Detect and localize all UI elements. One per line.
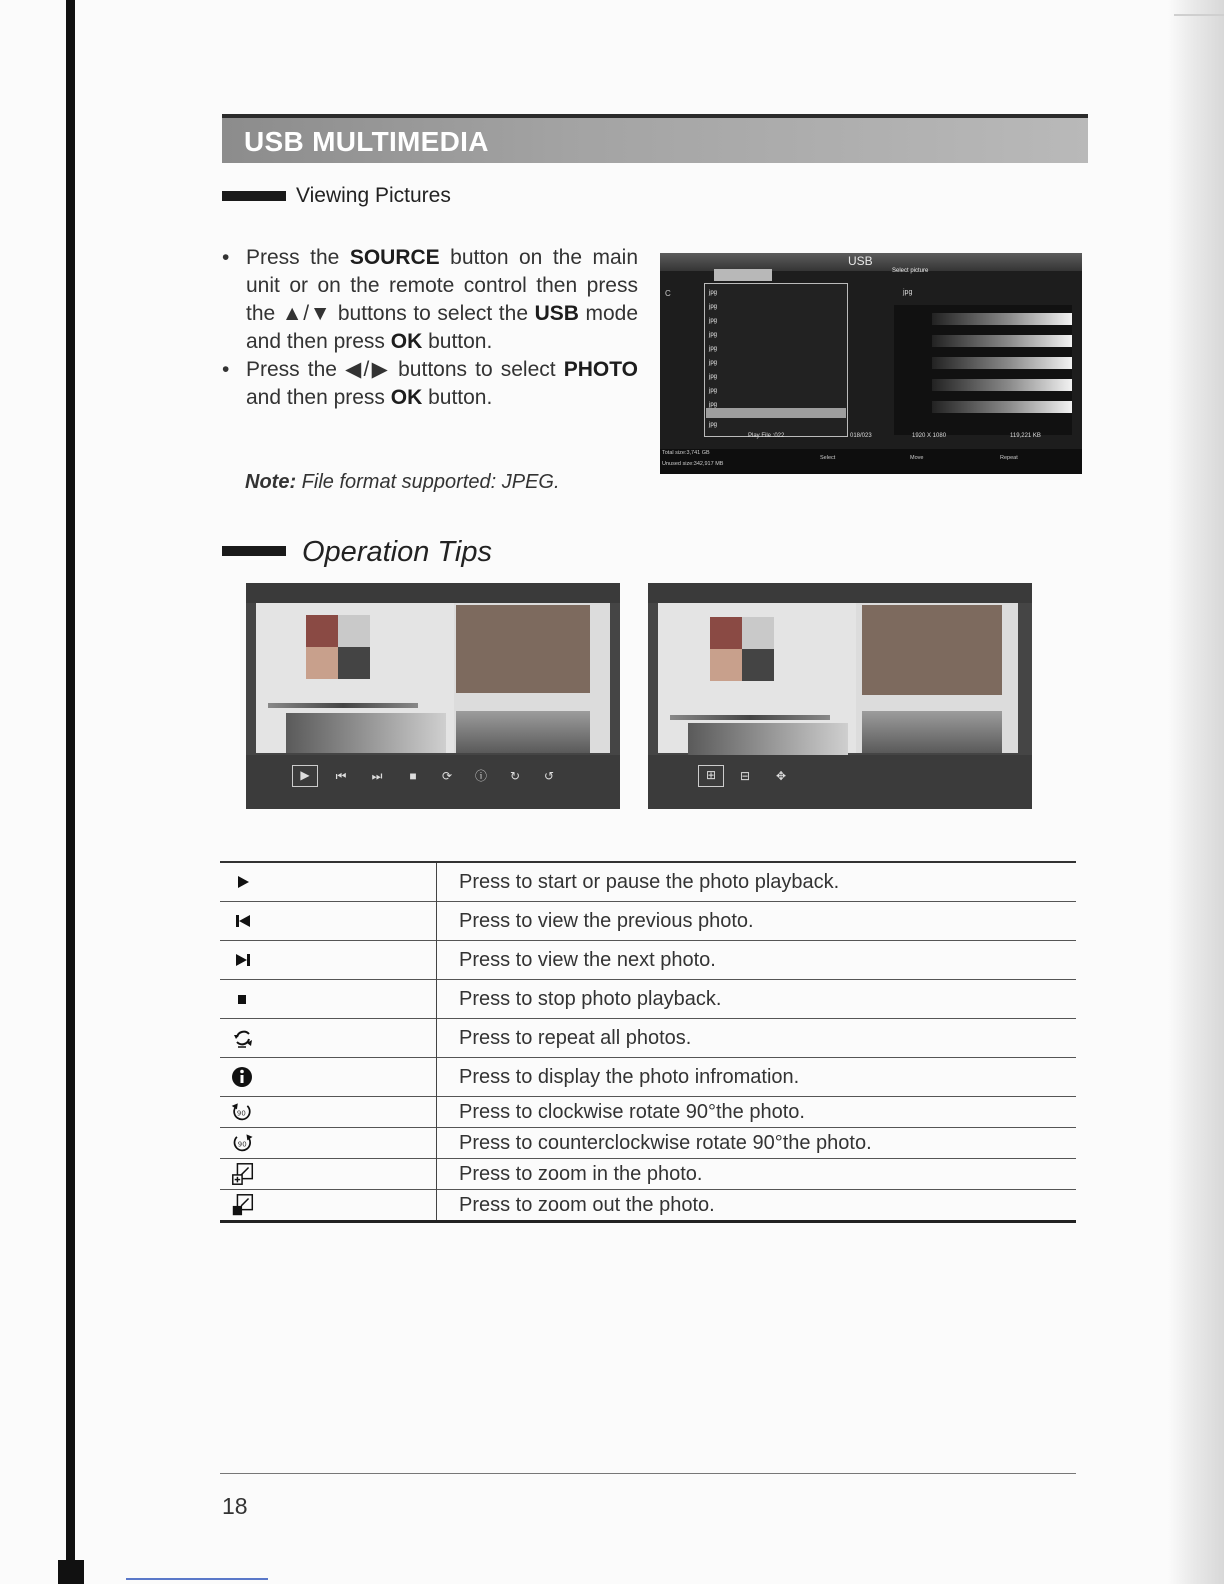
page-edge-line	[1174, 0, 1224, 16]
screen-zoom-out-icon: ⊟	[739, 769, 751, 783]
screen-left-panel	[658, 603, 856, 753]
tip-description: Press to zoom in the photo.	[437, 1159, 1077, 1190]
usb-play-file: Play File :022	[748, 433, 785, 439]
instructions-list	[222, 244, 638, 412]
page-number: 18	[222, 1493, 248, 1519]
operation-tips-title: Operation Tips	[302, 536, 492, 568]
checker-tile	[306, 615, 338, 647]
usb-file-selection	[706, 408, 846, 418]
info-icon	[230, 1064, 256, 1090]
binding-spine-foot	[58, 1560, 84, 1584]
usb-file-size: 119,221 KB	[1010, 433, 1041, 439]
usb-hint-select: Select	[820, 455, 836, 461]
screen-content	[256, 603, 610, 753]
tip-description: Press to zoom out the photo.	[437, 1190, 1077, 1222]
table-row	[220, 1128, 1076, 1159]
screen-gradient-bar	[268, 703, 418, 708]
operation-screen-image-zoom	[648, 583, 1032, 809]
tip-description: Press to clockwise rotate 90°the photo.	[437, 1097, 1077, 1128]
table-row	[220, 1058, 1076, 1097]
preview-stripe	[932, 335, 1072, 347]
tip-description: Press to repeat all photos.	[437, 1019, 1077, 1058]
screen-photo-thumb	[456, 605, 590, 693]
tip-description: Press to start or pause the photo playback.	[437, 862, 1077, 902]
tip-description: Press to view the previous photo.	[437, 902, 1077, 941]
preview-stripe	[932, 357, 1072, 369]
preview-stripe	[932, 313, 1072, 325]
screen-top-bar	[648, 583, 1032, 603]
usb-file-item: jpg	[709, 290, 718, 296]
icon-cell	[220, 902, 437, 941]
usb-screen-subtitle: Select picture	[892, 268, 929, 274]
section-header-bar	[222, 114, 1088, 163]
viewing-pictures-title: Viewing Pictures	[296, 184, 451, 207]
usb-preview-image	[894, 305, 1072, 435]
table-row	[220, 1019, 1076, 1058]
page-edge-shadow	[1168, 0, 1224, 1584]
table-row	[220, 862, 1076, 902]
usb-file-item: jpg	[709, 374, 718, 380]
icon-cell	[220, 941, 437, 980]
table-row	[220, 1097, 1076, 1128]
usb-file-item: jpg	[709, 402, 718, 408]
screen-previous-icon: ⏮	[335, 769, 347, 783]
instruction-item: • Press the ◀/▶ buttons to select PHOTO and then press OK button.	[222, 356, 638, 412]
usb-status-bar	[660, 449, 1082, 474]
screen-photo-thumb	[862, 711, 1002, 753]
section-marker	[222, 191, 286, 201]
screen-zoom-in-icon: ⊞	[698, 765, 724, 787]
table-row	[220, 902, 1076, 941]
footer-divider	[220, 1473, 1076, 1474]
section-marker	[222, 546, 286, 556]
usb-drive-label: C	[665, 289, 671, 298]
icon-cell	[220, 1190, 437, 1222]
icon-cell	[220, 980, 437, 1019]
page-title: USB MULTIMEDIA	[244, 126, 489, 157]
icon-cell	[220, 1019, 437, 1058]
checker-tile	[742, 617, 774, 649]
screen-repeat-icon: ⟳	[441, 769, 453, 783]
play-icon	[230, 869, 256, 895]
screen-photo-thumb	[456, 711, 590, 753]
usb-screen-title: USB	[848, 254, 873, 268]
icon-cell	[220, 1097, 437, 1128]
checker-tile	[338, 615, 370, 647]
screen-control-bar	[648, 755, 1032, 809]
scan-edge-line	[126, 1578, 268, 1580]
screen-stop-icon: ■	[409, 769, 417, 783]
tip-description: Press to counterclockwise rotate 90°the photo.	[437, 1128, 1077, 1159]
usb-file-item: jpg	[709, 304, 718, 310]
screen-gradient-box	[286, 713, 446, 753]
usb-file-item: jpg	[709, 318, 718, 324]
icon-cell	[220, 1128, 437, 1159]
table-row	[220, 980, 1076, 1019]
instruction-item: • Press the SOURCE button on the main unit or on the remote control then press the ▲/▼ buttons to select the USB mode and then press OK button.	[222, 244, 638, 356]
checker-tile	[338, 647, 370, 679]
screen-photo-thumb	[862, 605, 1002, 695]
usb-file-item: jpg	[709, 388, 718, 394]
rotate-clockwise-icon	[230, 1099, 256, 1125]
table-row	[220, 1190, 1076, 1222]
screen-content	[658, 603, 1018, 753]
screen-next-icon: ⏭	[371, 769, 383, 783]
svg-text:90: 90	[236, 1109, 246, 1118]
stop-icon	[230, 986, 256, 1012]
usb-total-size: Total size:3,741 GB	[662, 450, 710, 456]
screen-rotate-icon: ↻	[509, 769, 521, 783]
operation-screen-image-playback	[246, 583, 620, 809]
preview-stripe	[932, 401, 1072, 413]
zoom-out-icon	[230, 1192, 256, 1218]
tip-description: Press to stop photo playback.	[437, 980, 1077, 1019]
format-note: Note: File format supported: JPEG.	[245, 471, 560, 493]
checker-tile	[306, 647, 338, 679]
repeat-icon	[230, 1025, 256, 1051]
usb-file-item: jpg	[709, 422, 718, 428]
screen-left-panel	[256, 603, 454, 753]
usb-hint-move: Move	[910, 455, 924, 461]
icon-cell	[220, 1058, 437, 1097]
icon-cell	[220, 862, 437, 902]
usb-screen-tab	[714, 269, 772, 281]
checker-tile	[742, 649, 774, 681]
usb-resolution: 1920 X 1080	[912, 433, 947, 439]
checker-tile	[710, 617, 742, 649]
screen-control-bar	[246, 755, 620, 809]
table-row	[220, 1159, 1076, 1190]
tip-description: Press to view the next photo.	[437, 941, 1077, 980]
screen-move-icon: ✥	[775, 769, 787, 783]
screen-gradient-bar	[670, 715, 830, 720]
usb-file-item: jpg	[709, 346, 718, 352]
screen-top-bar	[246, 583, 620, 603]
usb-file-item: jpg	[709, 332, 718, 338]
usb-hint-repeat: Repeat	[1000, 455, 1018, 461]
preview-stripe	[932, 379, 1072, 391]
tip-description: Press to display the photo infromation.	[437, 1058, 1077, 1097]
usb-file-list	[704, 283, 848, 437]
table-row	[220, 941, 1076, 980]
icon-cell	[220, 1159, 437, 1190]
rotate-counterclockwise-icon	[230, 1130, 256, 1156]
usb-unused-size: Unused size:342,917 MB	[662, 461, 724, 467]
zoom-in-icon	[230, 1161, 256, 1187]
next-icon	[230, 947, 256, 973]
screen-rotate-icon: ↺	[543, 769, 555, 783]
usb-file-count: 018/023	[850, 433, 872, 439]
usb-file-item: jpg	[709, 360, 718, 366]
screen-play-icon: ▶	[292, 765, 318, 787]
screen-info-icon: ⓘ	[474, 769, 487, 783]
usb-preview-name: jpg	[903, 289, 913, 296]
previous-icon	[230, 908, 256, 934]
checker-tile	[710, 649, 742, 681]
binding-spine	[66, 0, 75, 1584]
svg-text:90: 90	[237, 1140, 247, 1149]
operation-tips-table	[220, 861, 1076, 1223]
usb-screen-image	[660, 253, 1082, 474]
